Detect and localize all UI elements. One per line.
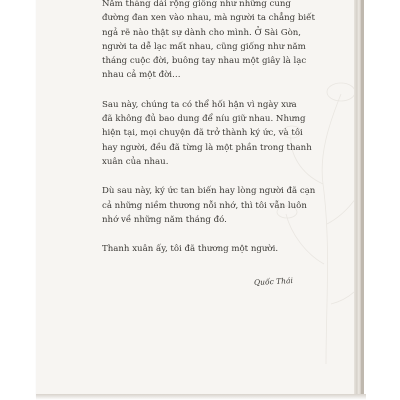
page-stack-edge <box>354 0 361 398</box>
page-bottom-shadow <box>36 394 366 400</box>
paragraph-2: Sau này, chúng ta có thể hối hận vì ngày xưa đã không đủ bao dung để níu giữ nhau. Nhưng hiện tại, mọi chuyện đã trở thành ký ức, và tôi hay người, đều đã từng là một phần trong thanh xuân của nhau. <box>102 99 312 167</box>
paragraph-3: Dù sau này, ký ức tan biến hay lòng người đã cạn cả những niềm thương nỗi nhớ, thì tôi vẫn luôn nhớ về những năm tháng đó. <box>102 186 316 225</box>
paragraph-1: Năm tháng dài rộng giống như những cung đường đan xen vào nhau, mà người ta chẳng biết ngả rẽ nào thật sự dành cho mình. Ở Sài Gòn, người ta dễ lạc mất nhau, cũng giống như năm tháng cuộc đời, buông tay nhau một giây là lạc nhau cả một đời… <box>102 0 315 81</box>
author-signature: Quốc Thái <box>253 275 294 288</box>
page-stack-edge-outer <box>361 0 364 398</box>
paragraph-4: Thanh xuân ấy, tôi đã thương một người. <box>102 244 279 255</box>
chapter-text <box>102 0 342 271</box>
book-page <box>36 0 354 396</box>
